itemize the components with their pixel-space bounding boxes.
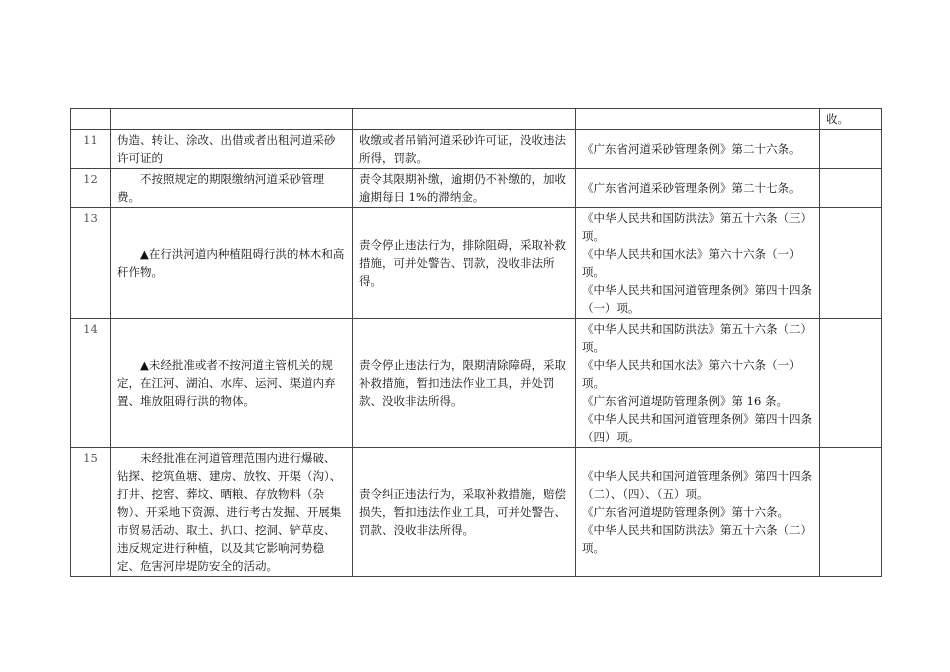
table-row xyxy=(71,448,882,577)
basis-line: 《中华人民共和国防洪法》第五十六条（三）项。 xyxy=(582,211,812,243)
violation-cell: 伪造、转让、涂改、出借或者出租河道采砂许可证的 xyxy=(111,130,353,169)
basis-line: 《中华人民共和国水法》第六十六条（一）项。 xyxy=(582,247,801,279)
row-number: 11 xyxy=(71,130,111,169)
penalty-cell: 责令停止违法行为，排除阻碍，采取补救措施，可并处警告、罚款，没收非法所得。 xyxy=(353,208,576,319)
basis-cell xyxy=(576,169,820,208)
note-cell: 收。 xyxy=(820,109,882,130)
basis-line: 《中华人民共和国防洪法》第五十六条（二）项。 xyxy=(582,322,812,354)
basis-cell xyxy=(576,109,820,130)
row-number xyxy=(71,109,111,130)
basis-line: 《广东省河道采砂管理条例》第二十七条。 xyxy=(582,181,801,195)
table-row xyxy=(71,319,882,448)
violation-cell: ▲在行洪河道内种植阻碍行洪的林木和高秆作物。 xyxy=(111,208,353,319)
basis-line: 《中华人民共和国河道管理条例》第四十四条（二）、（四）、（五）项。 xyxy=(582,469,812,501)
basis-cell xyxy=(576,319,820,448)
basis-line: 《中华人民共和国河道管理条例》第四十四条（一）项。 xyxy=(582,283,812,315)
penalty-cell: 收缴或者吊销河道采砂许可证，没收违法所得，罚款。 xyxy=(353,130,576,169)
row-number: 15 xyxy=(71,448,111,577)
table-row xyxy=(71,208,882,319)
basis-line: 《广东省河道堤防管理条例》第十六条。 xyxy=(582,505,789,519)
violation-cell xyxy=(111,109,353,130)
row-number: 14 xyxy=(71,319,111,448)
table-row xyxy=(71,109,882,130)
row-number: 13 xyxy=(71,208,111,319)
penalty-cell: 责令纠正违法行为，采取补救措施，赔偿损失，暂扣违法作业工具，可并处警告、罚款、没收非法所得。 xyxy=(353,448,576,577)
note-cell xyxy=(820,448,882,577)
basis-cell xyxy=(576,448,820,577)
table-row xyxy=(71,169,882,208)
basis-cell xyxy=(576,208,820,319)
note-cell xyxy=(820,169,882,208)
regulation-table xyxy=(70,108,882,577)
note-cell xyxy=(820,208,882,319)
basis-line: 《中华人民共和国河道管理条例》第四十四条（四）项。 xyxy=(582,412,812,444)
penalty-cell: 责令其限期补缴，逾期仍不补缴的，加收逾期每日 1%的滞纳金。 xyxy=(353,169,576,208)
basis-line: 《广东省河道采砂管理条例》第二十六条。 xyxy=(582,142,801,156)
table-row xyxy=(71,130,882,169)
basis-line: 《中华人民共和国防洪法》第五十六条（二）项。 xyxy=(582,523,812,555)
penalty-cell: 责令停止违法行为，限期清除障碍，采取补救措施，暂扣违法作业工具，并处罚款、没收非法所得。 xyxy=(353,319,576,448)
penalty-cell xyxy=(353,109,576,130)
violation-cell: 不按照规定的期限缴纳河道采砂管理费。 xyxy=(111,169,353,208)
row-number: 12 xyxy=(71,169,111,208)
violation-cell: ▲未经批准或者不按河道主管机关的规定，在江河、湖泊、水库、运河、渠道内弃置、堆放阻碍行洪的物体。 xyxy=(111,319,353,448)
note-cell xyxy=(820,319,882,448)
basis-line: 《广东省河道堤防管理条例》第 16 条。 xyxy=(582,394,788,408)
basis-cell xyxy=(576,130,820,169)
note-cell xyxy=(820,130,882,169)
violation-cell: 未经批准在河道管理范围内进行爆破、钻探、挖筑鱼塘、建房、放牧、开渠（沟）、打井、挖窖、葬坟、晒粮、存放物料（杂物）、开采地下资源、进行考古发掘、开展集市贸易活动、取土、扒口、挖洞、铲草皮、违反规定进行种植，以及其它影响河势稳定、危害河岸堤防安全的活动。 xyxy=(111,448,353,577)
basis-line: 《中华人民共和国水法》第六十六条（一）项。 xyxy=(582,358,801,390)
